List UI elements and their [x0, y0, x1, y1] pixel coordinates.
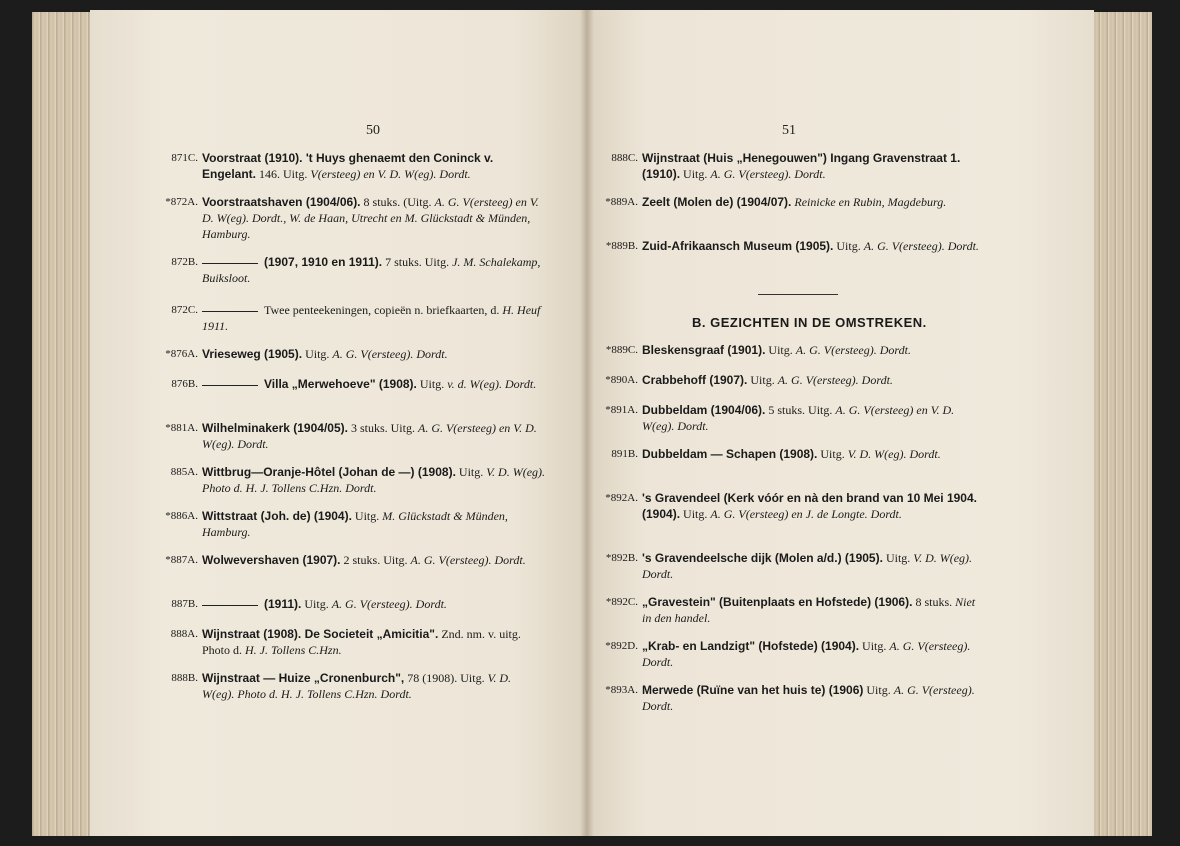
entry-details: Uitg.: [680, 167, 711, 181]
entry-details: Uitg.: [863, 683, 894, 697]
entry-text: [202, 552, 546, 568]
entry-code: 876B.: [171, 378, 198, 390]
entry-code: *886A.: [165, 510, 198, 522]
entry-details: 8 stuks.: [912, 595, 956, 609]
entry-code: 872C.: [171, 304, 198, 316]
entry-code: 888B.: [171, 672, 198, 684]
entry-title: Wijnstraat (Huis „Henegouwen") Ingang Gravenstraat 1. (1910).: [642, 151, 961, 181]
entry-details: Uitg.: [351, 509, 383, 523]
entry-text: [202, 508, 546, 540]
entry-publisher: A. G. V(ersteeg) en V. D. W(eg). Dordt., W. de Haan, Utrecht en M. Glückstadt & Münden, Hamburg.: [202, 195, 539, 241]
entry-title: Vrieseweg (1905).: [202, 347, 303, 361]
entry-publisher: A. G. V(ersteeg). Dordt.: [642, 639, 971, 669]
entry-code: *889C.: [605, 344, 638, 356]
entry-text: [642, 550, 986, 582]
entry-code: *887A.: [165, 554, 198, 566]
entry-text: [202, 626, 546, 658]
entry-text: [202, 420, 546, 452]
ditto-dash: [202, 605, 258, 606]
entry-text: [202, 464, 546, 496]
entry-text: [642, 594, 986, 626]
entry-code: *889B.: [605, 240, 638, 252]
entry-code: *876A.: [165, 348, 198, 360]
entry-text: [202, 376, 546, 392]
entry-list: [165, 150, 546, 710]
section-heading: B. GEZICHTEN IN DE OMSTREKEN.: [692, 315, 927, 330]
ditto-dash: [202, 385, 258, 386]
entry-code: *891A.: [605, 404, 638, 416]
entry-title: Wilhelminakerk (1904/05).: [202, 421, 348, 435]
entry-publisher: H. Heuf 1911.: [202, 303, 541, 333]
entry-title: 's Gravendeelsche dijk (Molen a/d.) (1905).: [642, 551, 883, 565]
entry-publisher: V(ersteeg) en V. D. W(eg). Dordt.: [310, 167, 471, 181]
entry-details: 146. Uitg.: [256, 167, 311, 181]
entry-details: Uitg.: [416, 377, 448, 391]
entry-publisher: V. D. W(eg). Photo d. H. J. Tollens C.Hzn. Dordt.: [202, 465, 546, 495]
entry-details: 3 stuks. Uitg.: [347, 421, 418, 435]
entry-publisher: A. G. V(ersteeg) en J. de Longte. Dordt.: [710, 507, 902, 521]
page-number: 50: [366, 123, 380, 138]
entry-code: 872B.: [171, 256, 198, 268]
entry-text: [642, 150, 986, 182]
entry-details: Uitg.: [455, 465, 487, 479]
entry-title: Wittbrug—Oranje-Hôtel (Johan de —) (1908).: [202, 465, 456, 479]
entry-details: Uitg.: [747, 373, 778, 387]
entry-title: Wijnstraat — Huize „Cronenburch",: [202, 671, 405, 685]
entry-details: 8 stuks. (Uitg.: [360, 195, 435, 209]
entry-title: Dubbeldam (1904/06).: [642, 403, 766, 417]
entry-text: [642, 238, 986, 254]
entry-details: Twee penteekeningen, copieën n. briefkaarten, d.: [264, 303, 503, 317]
entry-publisher: A. G. V(ersteeg). Dordt.: [795, 343, 911, 357]
entry-code: *872A.: [165, 196, 198, 208]
entry-code: *890A.: [605, 374, 638, 386]
entry-details: 2 stuks. Uitg.: [340, 553, 411, 567]
entry-text: [202, 150, 546, 182]
entry-publisher: A. G. V(ersteeg). Dordt.: [710, 167, 826, 181]
entry-publisher: Reinicke en Rubin, Magdeburg.: [794, 195, 947, 209]
entry-title: Wittstraat (Joh. de) (1904).: [202, 509, 352, 523]
entry-title: 's Gravendeel (Kerk vóór en nà den brand van 10 Mei 1904. (1904).: [642, 491, 977, 521]
entry-code: 887B.: [171, 598, 198, 610]
entry-text: [202, 670, 546, 702]
entry-details: Znd. nm. v. uitg. Photo d.: [202, 627, 521, 657]
entry-text: [642, 490, 986, 522]
entry-code: 871C.: [171, 152, 198, 164]
entry-title: Dubbeldam — Schapen (1908).: [642, 447, 818, 461]
page-edges-right: [1092, 12, 1152, 836]
entry-details: 78 (1908). Uitg.: [404, 671, 488, 685]
entry-publisher: A. G. V(ersteeg). Dordt.: [410, 553, 526, 567]
entry-title: Zeelt (Molen de) (1904/07).: [642, 195, 792, 209]
entry-title: Zuid-Afrikaansch Museum (1905).: [642, 239, 834, 253]
entry-publisher: v. d. W(eg). Dordt.: [447, 377, 537, 391]
entry-publisher: J. M. Schalekamp, Buiksloot.: [202, 255, 541, 285]
entry-code: 885A.: [170, 466, 198, 478]
entry-code: *893A.: [605, 684, 638, 696]
entry-title: Wolwevershaven (1907).: [202, 553, 341, 567]
entry-code: 888C.: [611, 152, 638, 164]
entry-publisher: M. Glückstadt & Münden, Hamburg.: [202, 509, 508, 539]
entry-text: [642, 402, 986, 434]
ditto-dash: [202, 263, 258, 264]
entry-details: 7 stuks. Uitg.: [382, 255, 453, 269]
entry-code: *889A.: [605, 196, 638, 208]
entry-code: *892B.: [605, 552, 638, 564]
entry-title: (1907, 1910 en 1911).: [264, 255, 383, 269]
separator-rule: [758, 294, 838, 295]
entry-details: Uitg.: [301, 597, 332, 611]
entry-title: Voorstraatshaven (1904/06).: [202, 195, 361, 209]
entry-publisher: A. G. V(ersteeg). Dordt.: [777, 373, 893, 387]
entry-text: [642, 446, 986, 462]
book-gutter: [580, 10, 594, 836]
entry-publisher: V. D. W(eg). Dordt.: [847, 447, 941, 461]
entry-title: Villa „Merwehoeve" (1908).: [264, 377, 417, 391]
entry-list: [605, 342, 986, 713]
right-page: [586, 10, 1094, 836]
entry-text: [202, 194, 546, 242]
entry-text: [202, 346, 546, 362]
entry-title: „Gravestein" (Buitenplaats en Hofstede) (1906).: [642, 595, 913, 609]
entry-details: 5 stuks. Uitg.: [765, 403, 836, 417]
entry-publisher: A. G. V(ersteeg). Dordt.: [863, 239, 979, 253]
entry-title: Bleskensgraaf (1901).: [642, 343, 766, 357]
entry-text: [642, 372, 986, 388]
left-page: [90, 10, 586, 836]
entry-publisher: A. G. V(ersteeg). Dordt.: [332, 347, 448, 361]
entry-code: 888A.: [170, 628, 198, 640]
entry-title: „Krab- en Landzigt" (Hofstede) (1904).: [642, 639, 860, 653]
entry-list: [605, 150, 986, 300]
entry-publisher: H. J. Tollens C.Hzn.: [245, 643, 342, 657]
entry-text: [642, 342, 986, 358]
entry-text: [202, 302, 546, 334]
page-edges-left: [32, 12, 92, 836]
entry-details: Uitg.: [859, 639, 890, 653]
entry-publisher: V. D. W(eg). Photo d. H. J. Tollens C.Hzn. Dordt.: [202, 671, 512, 701]
entry-text: [642, 638, 986, 670]
entry-title: Crabbehoff (1907).: [642, 373, 748, 387]
entry-title: Wijnstraat (1908). De Societeit „Amicitia".: [202, 627, 439, 641]
entry-code: *892D.: [605, 640, 638, 652]
entry-details: Uitg.: [833, 239, 864, 253]
page-number: 51: [782, 123, 796, 138]
entry-details: Uitg.: [765, 343, 796, 357]
entry-text: [202, 596, 546, 612]
entry-code: *892A.: [605, 492, 638, 504]
entry-details: Uitg.: [302, 347, 333, 361]
entry-details: Uitg.: [680, 507, 711, 521]
open-book: [32, 10, 1152, 838]
entry-code: *892C.: [605, 596, 638, 608]
entry-code: 891B.: [611, 448, 638, 460]
entry-text: [642, 194, 986, 210]
entry-publisher: A. G. V(ersteeg) en V. D. W(eg). Dordt.: [202, 421, 537, 451]
ditto-dash: [202, 311, 258, 312]
entry-text: [642, 682, 986, 714]
entry-publisher: V. D. W(eg). Dordt.: [642, 551, 973, 581]
entry-title: Merwede (Ruïne van het huis te) (1906): [642, 683, 864, 697]
entry-title: Voorstraat (1910). 't Huys ghenaemt den Coninck v. Engelant.: [202, 151, 494, 181]
entry-title: (1911).: [264, 597, 302, 611]
entry-publisher: A. G. V(ersteeg) en V. D. W(eg). Dordt.: [642, 403, 955, 433]
entry-code: *881A.: [165, 422, 198, 434]
entry-publisher: A. G. V(ersteeg). Dordt.: [331, 597, 447, 611]
entry-text: [202, 254, 546, 286]
entry-details: Uitg.: [817, 447, 848, 461]
entry-details: Uitg.: [882, 551, 914, 565]
entry-publisher: Niet in den handel.: [642, 595, 976, 625]
entry-publisher: A. G. V(ersteeg). Dordt.: [642, 683, 975, 713]
